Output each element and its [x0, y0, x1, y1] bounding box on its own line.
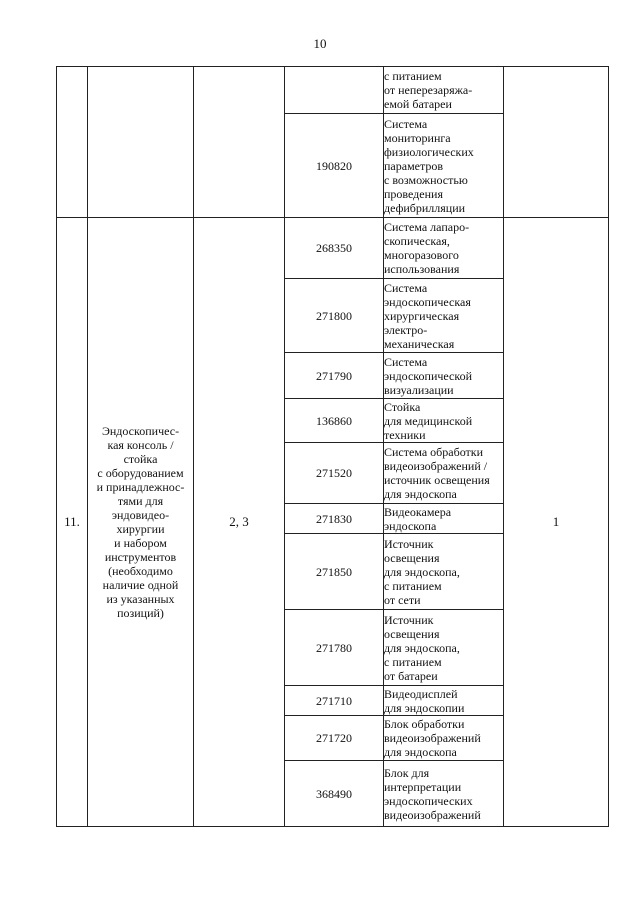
item-classes: 2, 3: [194, 218, 285, 827]
description-cell: Система эндоскопическая хирургическая электро- механическая: [384, 279, 504, 353]
empty-quantity-cell: [504, 67, 609, 218]
description-cell: Блок для интерпретации эндоскопических видеоизображений: [384, 761, 504, 827]
item-number: 11.: [57, 218, 88, 827]
description-cell: Источник освещения для эндоскопа, с питанием от батареи: [384, 610, 504, 686]
page-number: 10: [313, 36, 327, 51]
code-cell: 271800: [285, 279, 384, 353]
code-cell: 271830: [285, 504, 384, 534]
description-cell: Система лапаро- скопическая, многоразового использования: [384, 218, 504, 279]
equipment-table: [56, 66, 609, 827]
code-cell: 271790: [285, 353, 384, 399]
description-cell: Система мониторинга физиологических параметров с возможностью проведения дефибрилляции: [384, 114, 504, 218]
code-cell: 271720: [285, 716, 384, 761]
description-cell: Видеодисплей для эндоскопии: [384, 686, 504, 716]
code-cell: [285, 67, 384, 114]
code-cell: 271780: [285, 610, 384, 686]
item-name: Эндоскопичес- кая консоль / стойка с оборудованием и принадлежнос- тями для эндовидео- хирургии и набором инструментов (необходимо наличие одной из указанных позиций): [88, 218, 194, 827]
code-cell: 136860: [285, 399, 384, 443]
item-quantity: 1: [504, 218, 609, 827]
description-cell: Блок обработки видеоизображений для эндоскопа: [384, 716, 504, 761]
description-cell: Система эндоскопической визуализации: [384, 353, 504, 399]
code-cell: 271850: [285, 534, 384, 610]
code-cell: 271710: [285, 686, 384, 716]
code-cell: 368490: [285, 761, 384, 827]
table-row: [57, 218, 609, 279]
code-cell: 268350: [285, 218, 384, 279]
empty-name-cell: [88, 67, 194, 218]
code-cell: 271520: [285, 443, 384, 504]
description-cell: с питанием от неперезаряжа- емой батареи: [384, 67, 504, 114]
empty-class-cell: [194, 67, 285, 218]
description-cell: Видеокамера эндоскопа: [384, 504, 504, 534]
empty-number-cell: [57, 67, 88, 218]
description-cell: Стойка для медицинской техники: [384, 399, 504, 443]
code-cell: 190820: [285, 114, 384, 218]
table-row: [57, 67, 609, 114]
description-cell: Система обработки видеоизображений / источник освещения для эндоскопа: [384, 443, 504, 504]
description-cell: Источник освещения для эндоскопа, с питанием от сети: [384, 534, 504, 610]
